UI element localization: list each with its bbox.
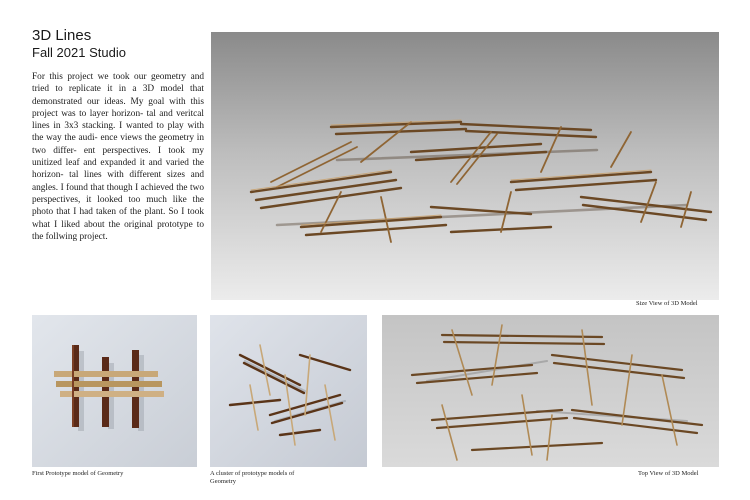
project-description: For this project we took our geometry and tried to replicate it in a 3D model that demonstrated our ideas. My goal with this project was to layer horizon- tal and veritcal lines in 3x3 stacking. I wanted to play with the way the audi- ence views the geometry in two differ- ent perspectives. I took my unitized leaf and expanded it and varied the horizon- tal lines with different sizes and angles. I found that though I achieved the two perspectives, it looked too much like the photo that I had taken of the plant. So I took what I liked about the original prototype to the follwing project. [32, 72, 204, 242]
prototype-caption: First Prototype model of Geometry [32, 470, 124, 477]
prototype-photo [32, 315, 197, 467]
main-photo-caption: Size View of 3D Model [636, 300, 698, 307]
main-side-view-photo [211, 32, 719, 300]
page-title: 3D Lines [32, 27, 92, 44]
top-view-image [382, 315, 719, 467]
page-subtitle: Fall 2021 Studio [32, 45, 126, 60]
side-view-image [211, 32, 719, 300]
cluster-caption: A cluster of prototype models of Geometry [210, 470, 295, 485]
prototype-image [32, 315, 197, 467]
cluster-photo [210, 315, 367, 467]
top-view-caption: Top View of 3D Model [638, 470, 699, 477]
top-view-photo [382, 315, 719, 467]
cluster-image [210, 315, 367, 467]
